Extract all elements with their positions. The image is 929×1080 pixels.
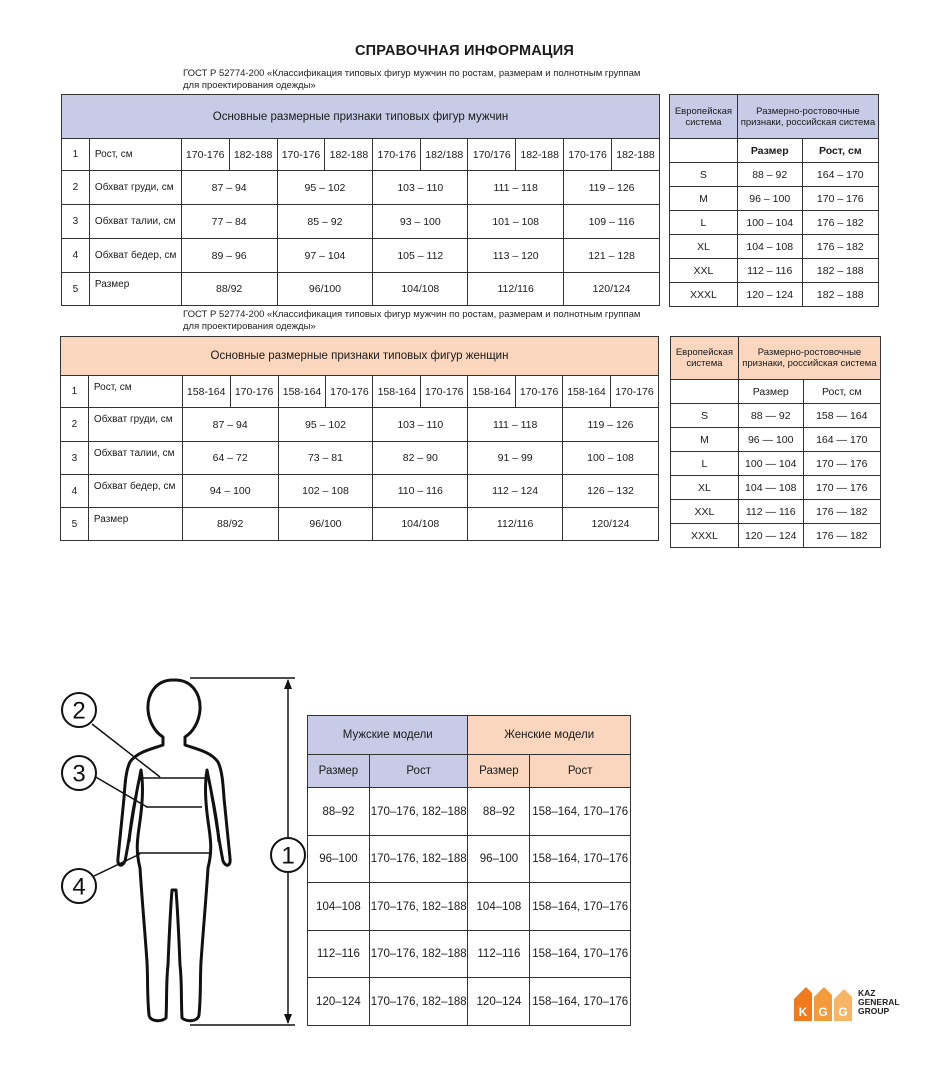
cell: XL	[671, 476, 739, 500]
row-label: Размер	[89, 273, 181, 306]
euro-row	[671, 428, 881, 452]
cell: 182-188	[516, 139, 564, 171]
cell: XXXL	[670, 283, 738, 307]
cell: 96–100	[468, 836, 530, 883]
men-row-size	[62, 273, 660, 306]
women-table-header: Основные размерные признаки типовых фигур женщин	[61, 337, 659, 376]
euro-system-header: Европейская система	[671, 337, 739, 380]
men-row-waist	[62, 205, 660, 239]
cell: 88–92	[308, 788, 370, 836]
row-number: 1	[62, 139, 90, 171]
euro-row	[671, 500, 881, 524]
men-row-chest	[62, 171, 660, 205]
cell: 158–164, 170–176	[530, 788, 631, 836]
men-models-header: Мужские модели	[308, 716, 468, 755]
women-gost-note: ГОСТ Р 52774-200 «Классификация типовых фигур мужчин по ростам, размерам и полнотным группам для проектирования одежды»	[183, 309, 641, 332]
cell: 112 – 124	[468, 475, 563, 508]
marker-circles	[62, 693, 305, 903]
cell: 104/108	[373, 273, 468, 306]
summary-row	[308, 978, 631, 1026]
cell: S	[670, 163, 738, 187]
row-label: Рост, см	[89, 139, 181, 171]
human-silhouette	[118, 680, 230, 1021]
logo-text-kaz: KAZ	[858, 988, 876, 998]
cell: 88–92	[468, 788, 530, 836]
cell: 94 – 100	[182, 475, 278, 508]
cell: 126 – 132	[563, 475, 659, 508]
cell: 170–176, 182–188	[369, 931, 468, 978]
row-number: 5	[62, 273, 90, 306]
euro-row	[670, 259, 879, 283]
cell: 158–164, 170–176	[530, 931, 631, 978]
cell: XXL	[670, 259, 738, 283]
blank-cell	[670, 139, 738, 163]
women-row-waist	[61, 442, 659, 475]
cell: 182/188	[421, 139, 468, 171]
cell: 100 – 104	[737, 211, 802, 235]
cell: L	[670, 211, 738, 235]
cell: 120/124	[564, 273, 660, 306]
men-row-height	[62, 139, 660, 171]
cell: 113 – 120	[468, 239, 564, 273]
cell: 111 – 118	[468, 408, 563, 442]
cell: 170 – 176	[802, 187, 878, 211]
euro-row	[671, 524, 881, 548]
cell: 112/116	[468, 508, 563, 541]
women-height-col-header: Рост	[530, 755, 631, 788]
cell: M	[671, 428, 739, 452]
cell: 182-188	[325, 139, 373, 171]
cell: 89 – 96	[181, 239, 277, 273]
height-subheader: Рост, см	[803, 380, 880, 404]
women-row-size	[61, 508, 659, 541]
cell: 112–116	[308, 931, 370, 978]
cell: 96 – 100	[737, 187, 802, 211]
cell: 96/100	[277, 273, 373, 306]
cell: 164 — 170	[803, 428, 880, 452]
cell: 121 – 128	[564, 239, 660, 273]
cell: 73 – 81	[278, 442, 373, 475]
cell: 101 – 108	[468, 205, 564, 239]
cell: 100 — 104	[738, 452, 803, 476]
summary-row	[308, 883, 631, 931]
cell: 170-176	[516, 376, 563, 408]
row-label: Обхват талии, см	[89, 205, 181, 239]
cell: L	[671, 452, 739, 476]
cell: 170–176, 182–188	[369, 788, 468, 836]
cell: 104/108	[373, 508, 468, 541]
marker-2-label: 2	[72, 697, 86, 725]
russian-system-header: Размерно-ростовочные признаки, российская система	[737, 95, 878, 139]
cell: 182 – 188	[802, 259, 878, 283]
cell: 87 – 94	[181, 171, 277, 205]
cell: 91 – 99	[468, 442, 563, 475]
logo-text-general: GENERAL	[858, 997, 900, 1007]
women-row-height	[61, 376, 659, 408]
cell: 64 – 72	[182, 442, 278, 475]
size-subheader: Размер	[738, 380, 803, 404]
euro-row	[671, 404, 881, 428]
euro-row	[670, 187, 879, 211]
row-number: 2	[62, 171, 90, 205]
cell: 120 – 124	[737, 283, 802, 307]
cell: 158–164, 170–176	[530, 978, 631, 1026]
cell: 112 — 116	[738, 500, 803, 524]
cell: 112 – 116	[737, 259, 802, 283]
men-size-table	[61, 94, 660, 306]
cell: 95 – 102	[278, 408, 373, 442]
kaz-general-group-logo	[792, 985, 912, 1025]
logo-letter-k: K	[798, 1005, 808, 1019]
arrow-up-icon	[284, 679, 292, 689]
cell: 164 – 170	[802, 163, 878, 187]
cell: 170-176	[610, 376, 658, 408]
row-label: Рост, см	[88, 376, 182, 408]
summary-row	[308, 788, 631, 836]
cell: 170-176	[564, 139, 612, 171]
cell: 97 – 104	[277, 239, 373, 273]
euro-row	[671, 476, 881, 500]
cell: 103 – 110	[373, 408, 468, 442]
euro-row	[670, 283, 879, 307]
arrow-down-icon	[284, 1014, 292, 1024]
cell: 176 – 182	[802, 211, 878, 235]
cell: 158-164	[468, 376, 516, 408]
row-number: 4	[62, 239, 90, 273]
row-label: Обхват бедер, см	[89, 239, 181, 273]
cell: 110 – 116	[373, 475, 468, 508]
russian-system-header: Размерно-ростовочные признаки, российская система	[738, 337, 880, 380]
height-subheader: Рост, см	[802, 139, 878, 163]
cell: 170–176, 182–188	[369, 883, 468, 931]
row-label: Обхват бедер, см	[88, 475, 182, 508]
cell: 170-176	[230, 376, 278, 408]
men-table-header: Основные размерные признаки типовых фигур мужчин	[62, 95, 660, 139]
men-gost-note: ГОСТ Р 52774-200 «Классификация типовых фигур мужчин по ростам, размерам и полнотным группам для проектирования одежды»	[183, 68, 641, 91]
women-size-table	[60, 336, 659, 541]
euro-row	[670, 163, 879, 187]
cell: 77 – 84	[181, 205, 277, 239]
marker-4-label: 4	[72, 873, 86, 901]
men-row-hips	[62, 239, 660, 273]
cell: 170–176, 182–188	[369, 978, 468, 1026]
men-euro-table	[669, 94, 879, 307]
cell: 104–108	[308, 883, 370, 931]
row-label: Обхват талии, см	[88, 442, 182, 475]
row-number: 3	[62, 205, 90, 239]
cell: 182 – 188	[802, 283, 878, 307]
cell: 95 – 102	[277, 171, 373, 205]
cell: 112–116	[468, 931, 530, 978]
body-measurement-figure	[50, 670, 310, 1030]
cell: 176 – 182	[802, 235, 878, 259]
women-row-chest	[61, 408, 659, 442]
women-row-hips	[61, 475, 659, 508]
euro-row	[671, 452, 881, 476]
cell: XXXL	[671, 524, 739, 548]
cell: 119 – 126	[564, 171, 660, 205]
blank-cell	[671, 380, 739, 404]
cell: 182-188	[229, 139, 277, 171]
cell: 158–164, 170–176	[530, 836, 631, 883]
cell: 104 – 108	[737, 235, 802, 259]
summary-table	[307, 715, 631, 1026]
cell: 120/124	[563, 508, 659, 541]
cell: 170 — 176	[803, 476, 880, 500]
row-label: Обхват груди, см	[89, 171, 181, 205]
row-number: 4	[61, 475, 89, 508]
cell: 102 – 108	[278, 475, 373, 508]
marker-1-label: 1	[281, 842, 295, 870]
cell: 170 — 176	[803, 452, 880, 476]
cell: 104–108	[468, 883, 530, 931]
summary-row	[308, 931, 631, 978]
cell: 96/100	[278, 508, 373, 541]
summary-row	[308, 836, 631, 883]
cell: 87 – 94	[182, 408, 278, 442]
cell: 120–124	[308, 978, 370, 1026]
cell: 158-164	[182, 376, 230, 408]
cell: 103 – 110	[373, 171, 468, 205]
cell: 158-164	[278, 376, 326, 408]
cell: 96 — 100	[738, 428, 803, 452]
marker-3-label: 3	[72, 760, 86, 788]
cell: XL	[670, 235, 738, 259]
cell: 176 — 182	[803, 500, 880, 524]
euro-row	[670, 211, 879, 235]
row-number: 1	[61, 376, 89, 408]
men-height-col-header: Рост	[369, 755, 468, 788]
kgg-logo-mark	[792, 985, 854, 1023]
row-number: 3	[61, 442, 89, 475]
logo-letter-g1: G	[818, 1005, 828, 1019]
cell: 111 – 118	[468, 171, 564, 205]
cell: 88/92	[181, 273, 277, 306]
cell: 93 – 100	[373, 205, 468, 239]
cell: 82 – 90	[373, 442, 468, 475]
cell: 158-164	[373, 376, 421, 408]
cell: S	[671, 404, 739, 428]
cell: 120 — 124	[738, 524, 803, 548]
cell: 120–124	[468, 978, 530, 1026]
cell: 88/92	[182, 508, 278, 541]
row-label: Размер	[88, 508, 182, 541]
men-size-col-header: Размер	[308, 755, 370, 788]
cell: 170/176	[468, 139, 516, 171]
women-models-header: Женские модели	[468, 716, 631, 755]
cell: 112/116	[468, 273, 564, 306]
cell: 88 — 92	[738, 404, 803, 428]
logo-letter-g2: G	[838, 1005, 848, 1019]
euro-row	[670, 235, 879, 259]
cell: 170-176	[181, 139, 229, 171]
cell: 170-176	[373, 139, 421, 171]
cell: 176 — 182	[803, 524, 880, 548]
women-euro-table	[670, 336, 881, 548]
cell: 182-188	[612, 139, 660, 171]
cell: 170-176	[326, 376, 373, 408]
page-title: СПРАВОЧНАЯ ИНФОРМАЦИЯ	[355, 43, 574, 59]
cell: 100 – 108	[563, 442, 659, 475]
cell: 104 — 108	[738, 476, 803, 500]
women-size-col-header: Размер	[468, 755, 530, 788]
cell: 88 – 92	[737, 163, 802, 187]
cell: 158-164	[563, 376, 611, 408]
euro-system-header: Европейская система	[670, 95, 738, 139]
logo-text-group: GROUP	[858, 1006, 890, 1016]
cell: 96–100	[308, 836, 370, 883]
cell: 109 – 116	[564, 205, 660, 239]
cell: 85 – 92	[277, 205, 373, 239]
cell: M	[670, 187, 738, 211]
cell: 170-176	[421, 376, 468, 408]
cell: 170-176	[277, 139, 325, 171]
cell: XXL	[671, 500, 739, 524]
cell: 158–164, 170–176	[530, 883, 631, 931]
size-subheader: Размер	[737, 139, 802, 163]
row-number: 2	[61, 408, 89, 442]
cell: 170–176, 182–188	[369, 836, 468, 883]
row-label: Обхват груди, см	[88, 408, 182, 442]
cell: 105 – 112	[373, 239, 468, 273]
row-number: 5	[61, 508, 89, 541]
cell: 119 – 126	[563, 408, 659, 442]
cell: 158 — 164	[803, 404, 880, 428]
